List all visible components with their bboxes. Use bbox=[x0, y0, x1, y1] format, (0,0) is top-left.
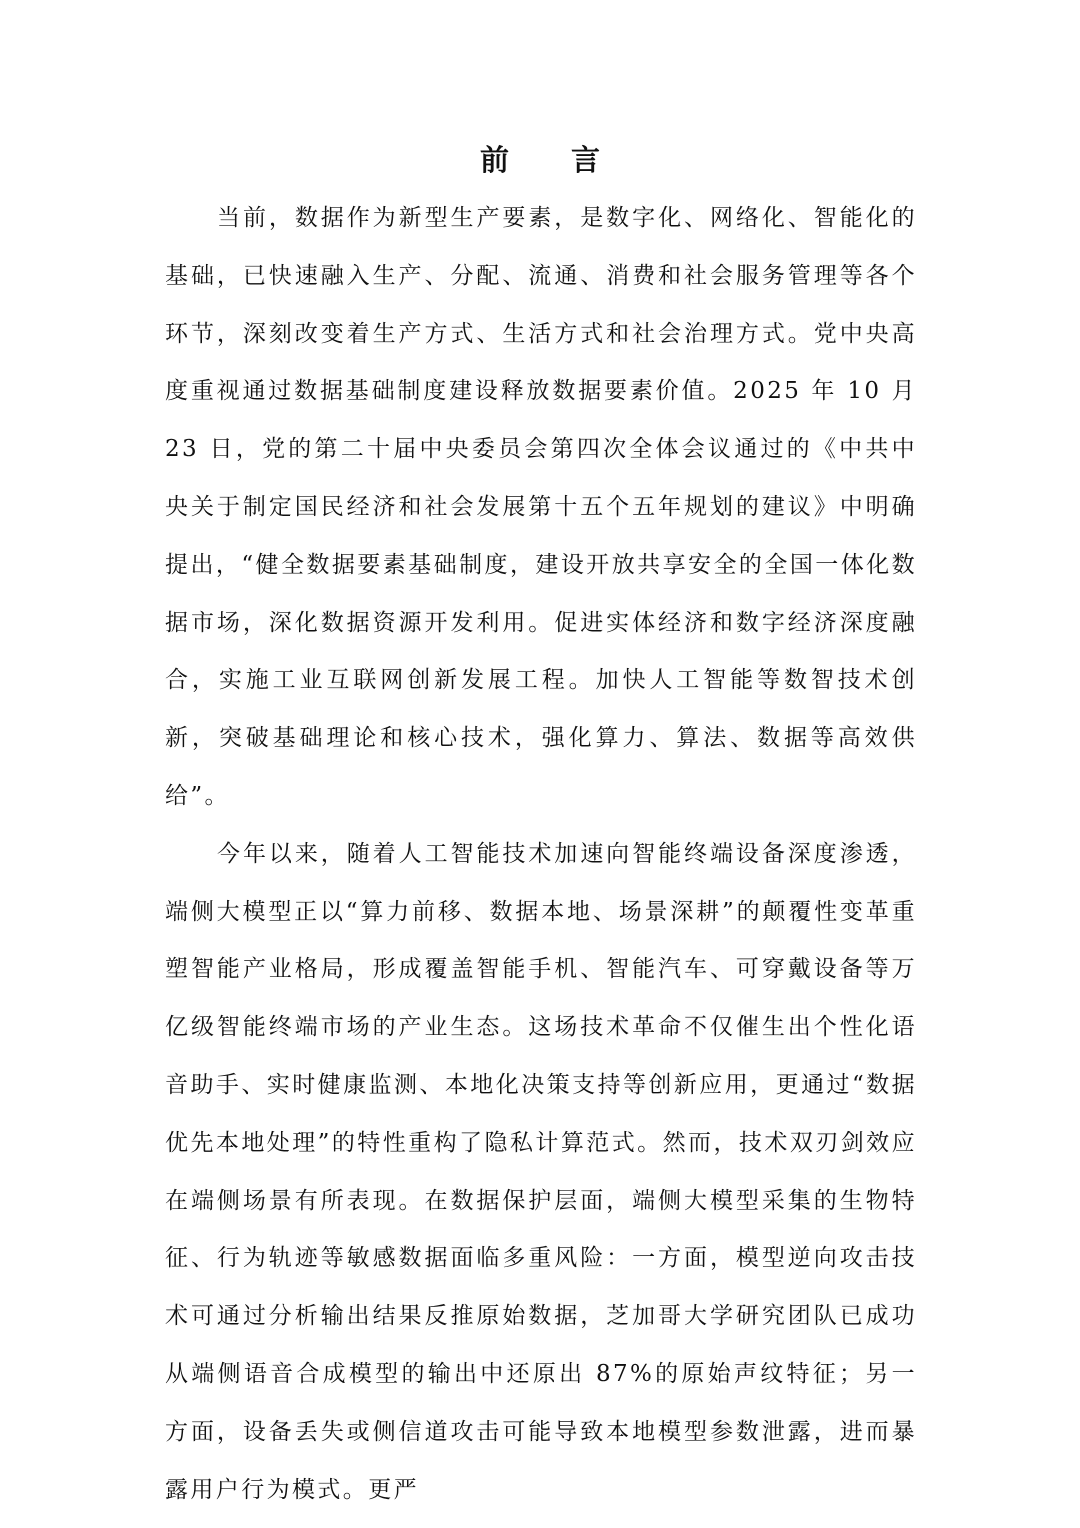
page-title: 前 言 bbox=[479, 143, 627, 177]
paragraph-1: 当前，数据作为新型生产要素，是数字化、网络化、智能化的基础，已快速融入生产、分配、流通、消费和社会服务管理等各个环节，深刻改变着生产方式、生活方式和社会治理方式。党中央高度重视通过数据基础制度建设释放数据要素价值。2025 年 10 月 23 日，党的第二十届中央委员会第四次全体会议通过的《中共中央关于制定国民经济和社会发展第十五个五年规划的建议》中明确提出，“健全数据要素基础制度，建设开放共享安全的全国一体化数据市场，深化数据资源开发利用。促进实体经济和数字经济深度融合，实施工业互联网创新发展工程。加快人工智能等数智技术创新，突破基础理论和核心技术，强化算力、算法、数据等高效供给”。 bbox=[165, 205, 917, 809]
document-body bbox=[165, 190, 917, 1519]
paragraph-2: 今年以来，随着人工智能技术加速向智能终端设备深度渗透，端侧大模型正以“算力前移、数据本地、场景深耕”的颠覆性变革重塑智能产业格局，形成覆盖智能手机、智能汽车、可穿戴设备等万亿级智能终端市场的产业生态。这场技术革命不仅催生出个性化语音助手、实时健康监测、本地化决策支持等创新应用，更通过“数据优先本地处理”的特性重构了隐私计算范式。然而，技术双刃剑效应在端侧场景有所表现。在数据保护层面，端侧大模型采集的生物特征、行为轨迹等敏感数据面临多重风险：一方面，模型逆向攻击技术可通过分析输出结果反推原始数据，芝加哥大学研究团队已成功从端侧语音合成模型的输出中还原出 87%的原始声纹特征；另一方面，设备丢失或侧信道攻击可能导致本地模型参数泄露，进而暴露用户行为模式。更严 bbox=[165, 840, 917, 1503]
